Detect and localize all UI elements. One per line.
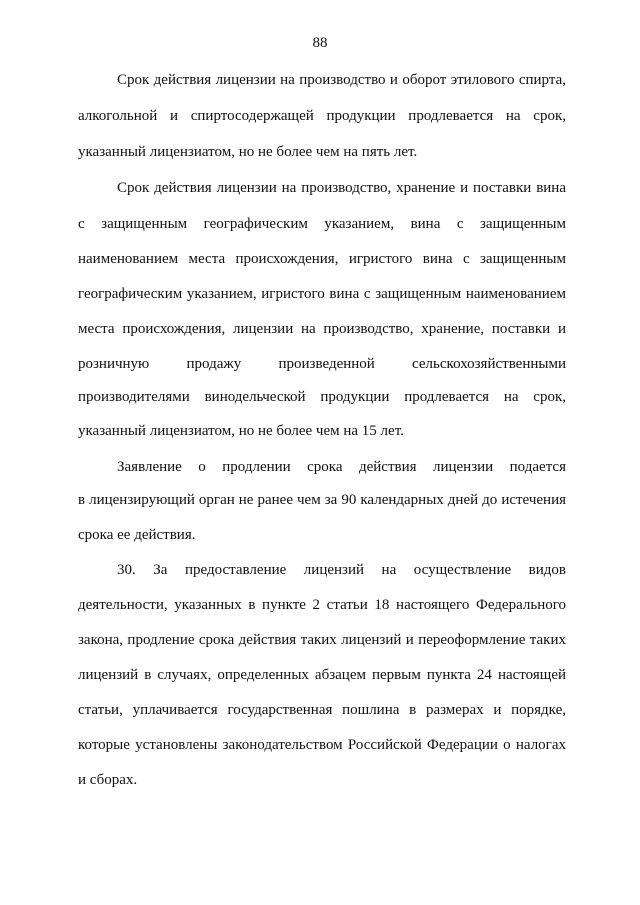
paragraph-line: Срок действия лицензии на производство, хранение и поставки вина <box>117 180 566 196</box>
paragraph-line: Срок действия лицензии на производство и оборот этилового спирта, <box>117 72 566 88</box>
paragraph-line: Заявление о продлении срока действия лицензии подается <box>117 459 566 475</box>
paragraph-line: 30. За предоставление лицензий на осуществление видов <box>117 562 566 578</box>
paragraph-line: лицензий в случаях, определенных абзацем первым пункта 24 настоящей <box>78 667 566 683</box>
paragraph-line: указанный лицензиатом, но не более чем на 15 лет. <box>78 423 404 439</box>
paragraph-line: с защищенным географическим указанием, вина с защищенным <box>78 216 566 232</box>
paragraph-line: производителями винодельческой продукции продлевается на срок, <box>78 389 566 405</box>
paragraph-line: закона, продление срока действия таких лицензий и переоформление таких <box>78 632 566 648</box>
page-number: 88 <box>312 35 328 51</box>
paragraph-line: деятельности, указанных в пункте 2 статьи 18 настоящего Федерального <box>78 597 566 613</box>
paragraph-line: наименованием места происхождения, игристого вина с защищенным <box>78 251 566 267</box>
paragraph-line: места происхождения, лицензии на производство, хранение, поставки и <box>78 321 566 337</box>
paragraph-line: в лицензирующий орган не ранее чем за 90 календарных дней до истечения <box>78 492 566 508</box>
paragraph-line: алкогольной и спиртосодержащей продукции продлевается на срок, <box>78 108 566 124</box>
paragraph-line: географическим указанием, игристого вина с защищенным наименованием <box>78 286 566 302</box>
paragraph-line: и сборах. <box>78 772 138 788</box>
paragraph-line: указанный лицензиатом, но не более чем на пять лет. <box>78 144 418 160</box>
paragraph-line: срока ее действия. <box>78 527 196 543</box>
paragraph-line: статьи, уплачивается государственная пошлина в размерах и порядке, <box>78 702 566 718</box>
paragraph-line: которые установлены законодательством Российской Федерации о налогах <box>78 737 566 753</box>
paragraph-line: розничную продажу произведенной сельскохозяйственными <box>78 356 566 372</box>
